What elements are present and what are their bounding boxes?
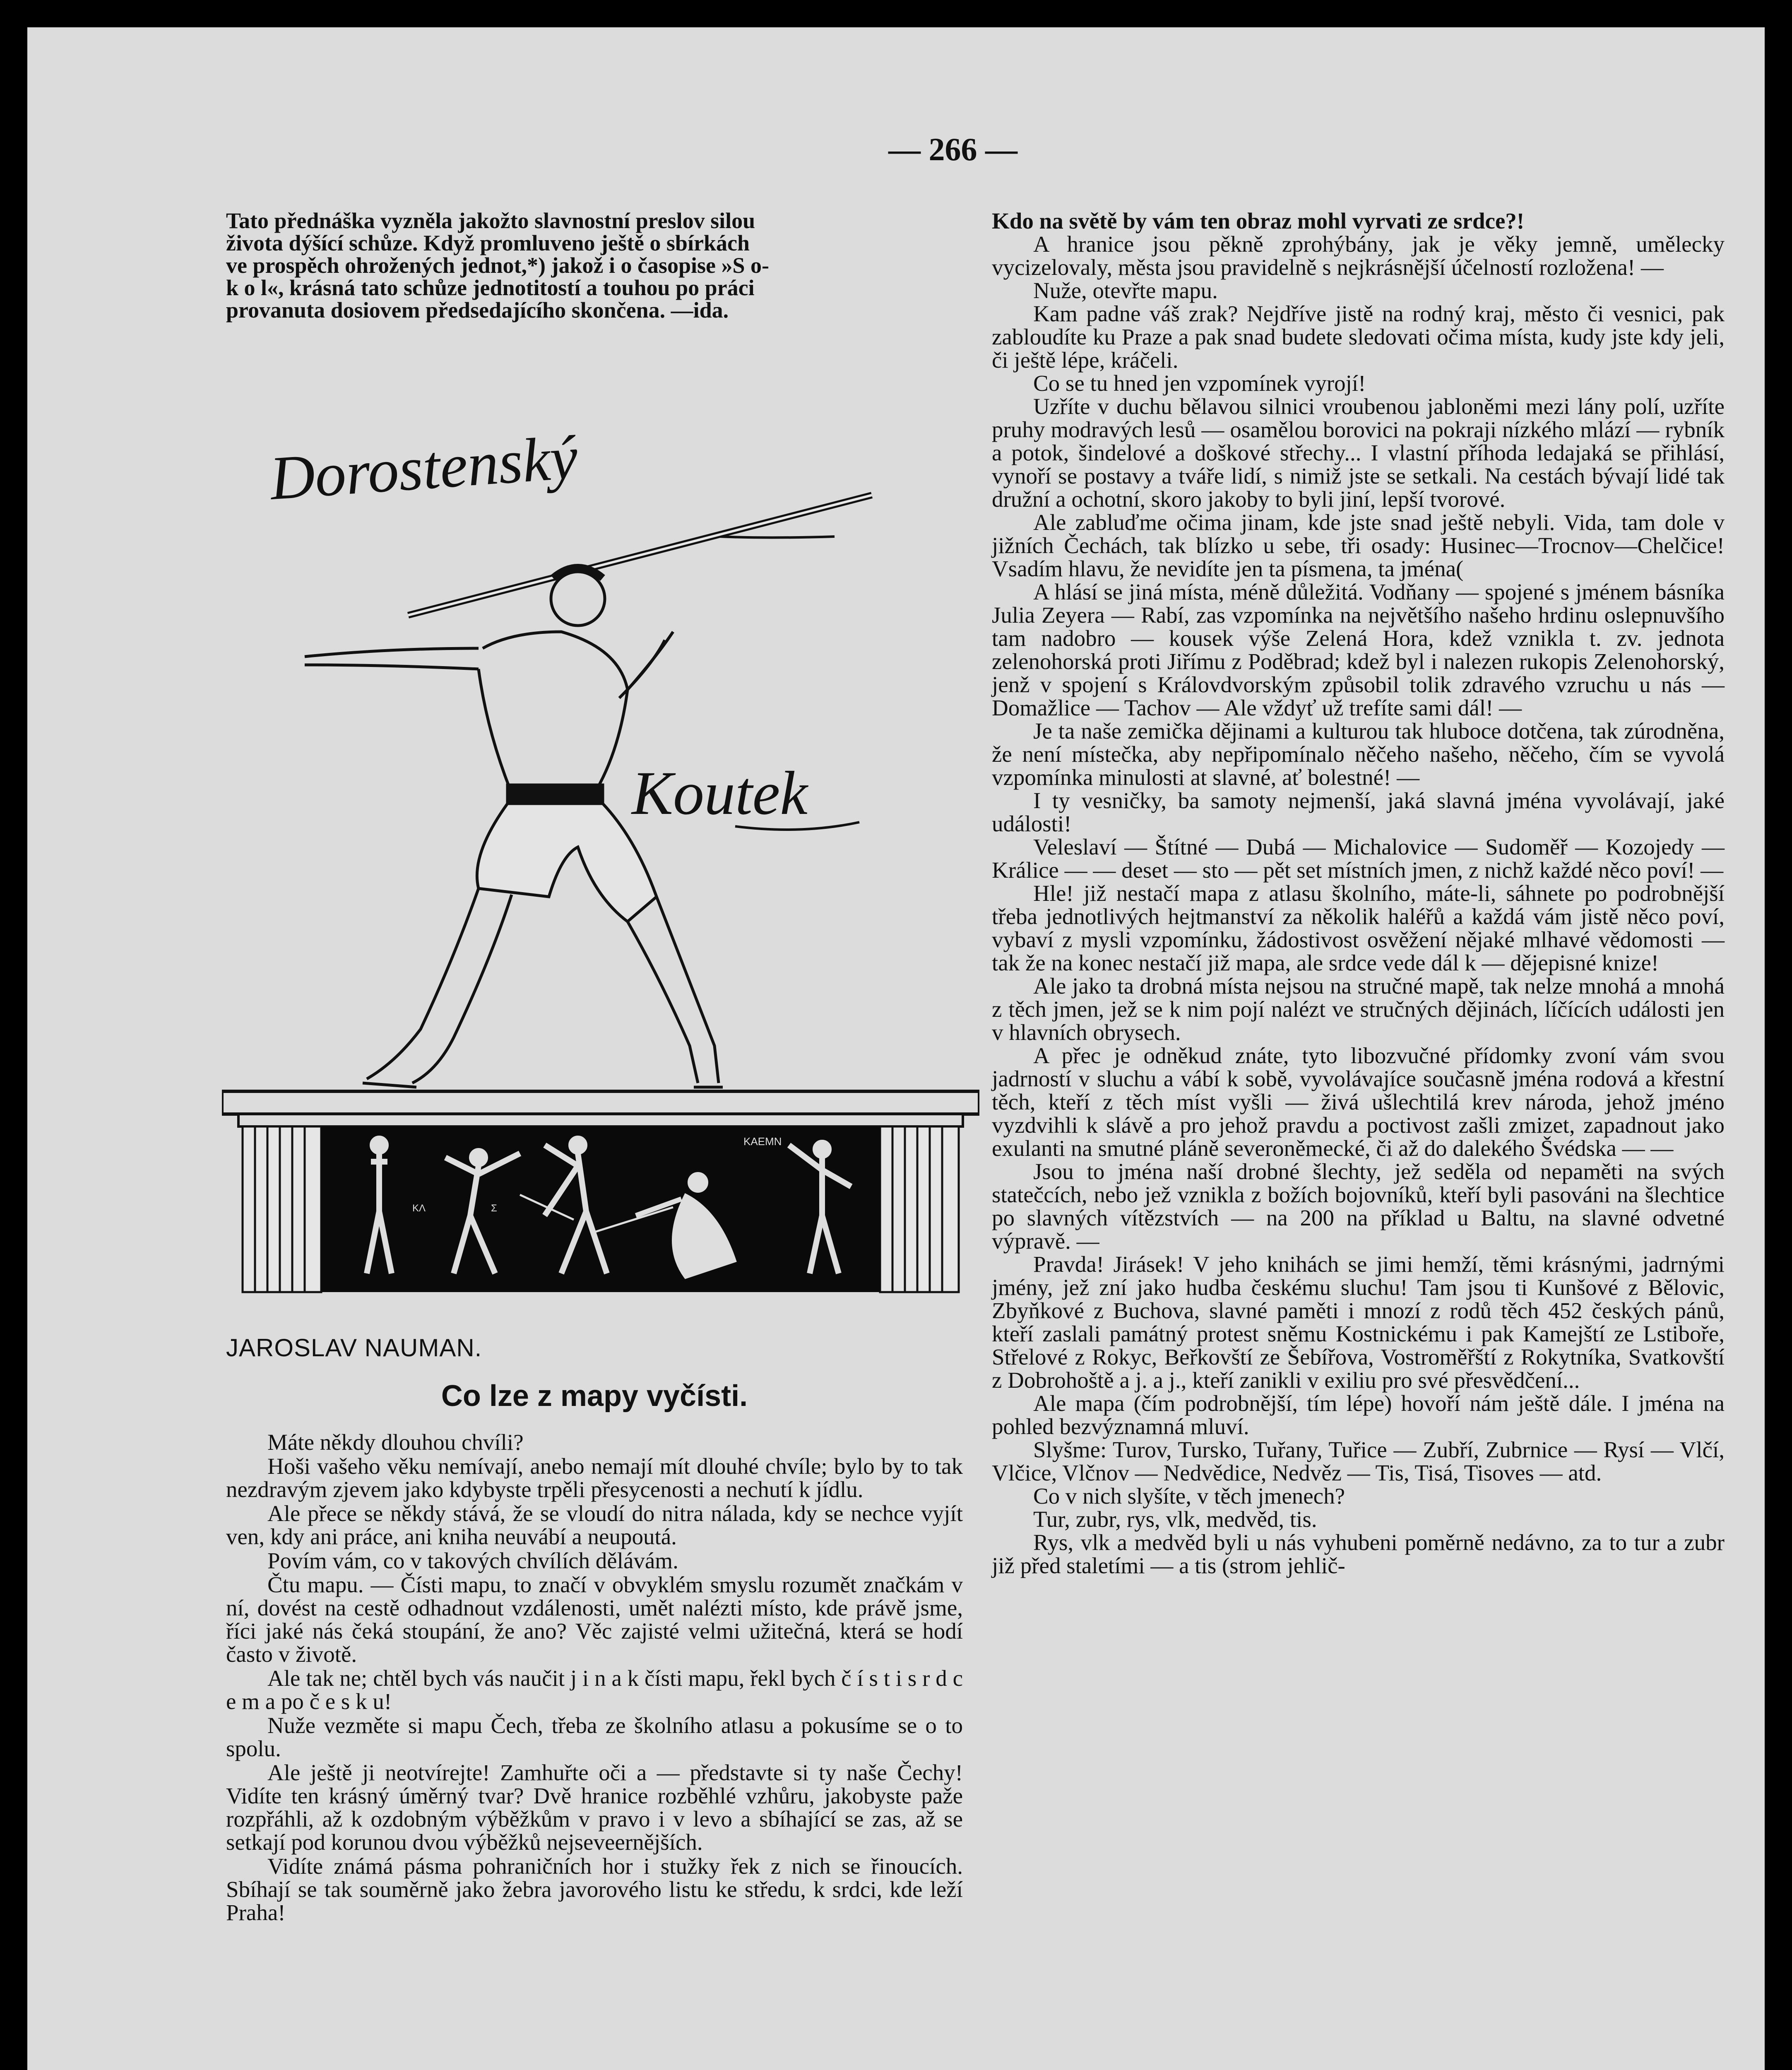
- paragraph: Hle! již nestačí mapa z atlasu školního, máte-li, sáhnete po podrobnější třeba jednotlivých hejtmanství za několik haléřů a každá vám jistě něco poví, vybaví z mysli vzpomínku, žádostivost osvěžení nějaké mlhavé vědomosti — tak že na konec nestačí již mapa, ale srdce vede dál k — dějepisné knize!: [992, 881, 1725, 975]
- paragraph: Slyšme: Turov, Tursko, Tuřany, Tuřice — Zubří, Zubrnice — Rysí — Vlčí, Vlčice, Vlčnov — Nedvědice, Nedvěz — Tis, Tisá, Tisoves — atd.: [992, 1437, 1725, 1485]
- paragraph: Ale tak ne; chtěl bych vás naučit j i n a k čísti mapu, řekl bych č í s t i s r d c e m a po č e s k u!: [226, 1666, 963, 1714]
- paragraph: Nuže, otevřte mapu.: [1033, 278, 1218, 303]
- paragraph: Je ta naše zemička dějinami a kulturou tak hluboce dotčena, tak zúrodněna, že není místečka, aby nepřipomínalo něčeho našeho, něčeho, čím se vyvolá vzpomínka minulosti at slavné, ať bolestné! —: [992, 718, 1725, 790]
- right-column-text: [992, 209, 1725, 1577]
- intro-line: Tato přednáška vyzněla jakožto slavnostní preslov silou: [226, 208, 755, 233]
- heading-koutek: Koutek: [632, 759, 808, 828]
- paragraph: Jsou to jména naší drobné šlechty, jež seděla od nepaměti na svých statečcích, nebo jež vznikla z božích bojovníků, kteří byli pasováni na šlechtice po slavných vítězstvích — na 200 na příklad u Baltu, na slavné odvetné výpravě. —: [992, 1159, 1725, 1254]
- paragraph: A hranice jsou pěkně zprohýbány, jak je věky jemně, umělecky vycizelovaly, města jsou pravidelně s nejkrásnější účelností rozložena! —: [992, 231, 1725, 280]
- heading-dorostensky: Dorostenský: [267, 423, 580, 513]
- intro-line: ve prospěch ohrožených jednot,*) jakož i o časopise »S o-: [226, 253, 769, 278]
- paragraph: A hlásí se jiná místa, méně důležitá. Vodňany — spojené s jménem básníka Julia Zeyera — Rabí, zas vzpomínka na největšího našeho hrdinu oslepnuvšího tam nadobro — kousek výše Zelená Hora, kdež vznikla t. zv. jednota zelenohorská proti Jiřímu z Poděbrad; kdež byl i nalezen rukopis Zelenohorský, jenž v spojení s Královdvorským způsobil tolik zdravého vzruchu u nás — Domažlice — Tachov — Ale vždyť už trefíte sami dál! —: [992, 579, 1725, 720]
- paragraph: Máte někdy dlouhou chvíli?: [267, 1430, 524, 1455]
- paragraph: Ale zabluďme očima jinam, kde jste snad ještě nebyli. Vida, tam dole v jižních Čechách, tak blízko u sebe, tři osady: Husinec—Trocnov—Chelčice! Vsadím hlavu, že nevidíte jen ta písmena, ta jména(: [992, 510, 1725, 581]
- paragraph: I ty vesničky, ba samoty nejmenší, jaká slavná jména vyvolávají, jaké události!: [992, 788, 1725, 836]
- newspaper-page: [27, 27, 1765, 2070]
- paragraph: Hoši vašeho věku nemívají, anebo nemají mít dlouhé chvíle; bylo by to tak nezdravým zjevem jako kdybyste trpěli přesycenosti a nechutí k jídlu.: [226, 1454, 963, 1502]
- paragraph: Co v nich slyšíte, v těch jmenech?: [1033, 1483, 1345, 1509]
- article-title: Co lze z mapy vyčísti.: [441, 1379, 748, 1413]
- article-author: JAROSLAV NAUMAN.: [226, 1334, 482, 1362]
- paragraph: Ale mapa (čím podrobnější, tím lépe) hovoří nám ještě dále. I jména na pohled bezvýznamná mluví.: [992, 1391, 1725, 1439]
- left-column-pillar: [243, 1126, 321, 1292]
- paragraph: A přec je odněkud znáte, tyto libozvučné přídomky zvoní vám svou jadrností v sluchu a vábí k sobě, vyvolávajíce současně jména rodová a křestní těch, kteří z těch míst vyšli — živá ušlechtilá krev národa, jehož jméno vyzdvihli k slávě a pro jehož pravdu a poctivost zašli zmizet, zapadnout jako exulanti na smutné pláně severoněmecké, či až do dalekého Švédska — —: [992, 1043, 1725, 1161]
- paragraph: Uzříte v duchu bělavou silnici vroubenou jabloněmi mezi lány polí, uzříte pruhy modravých lesů — osamělou borovici na pokraji nízkého mlází — rybník a potok, šindelové a doškové střechy... I vlastní příhoda ledajaká se přihlásí, vynoří se postavy a tváře lidí, s nimiž jste se setkali. Na cestách bývají lidé tak družní a ochotní, skoro jakoby to byli jiní, lepší tvorové.: [992, 394, 1725, 512]
- paragraph: Ale jako ta drobná místa nejsou na stručné mapě, tak nelze mnohá a mnohá z těch jmen, jež se k nim pojí nalézt ve stručných dějinách, líčících události jen v hlavních obrysech.: [992, 973, 1725, 1045]
- paragraph: Kam padne váš zrak? Nejdříve jistě na rodný kraj, město či vesnici, pak zabloudíte ku Praze a pak snad budete sledovati očima místa, kudy jste kdy jeli, či ještě lépe, kráčeli.: [992, 301, 1725, 373]
- intro-block: [226, 209, 963, 321]
- paragraph: Rys, vlk a medvěd byli u nás vyhubeni poměrně nedávno, za to tur a zubr již před staletími — a tis (strom jehlič-: [992, 1530, 1725, 1578]
- right-column-pillar: [880, 1126, 959, 1292]
- page-number: — 266 —: [888, 131, 1017, 167]
- intro-line: života dýšící schůze. Když promluveno ještě o sbírkách: [226, 231, 750, 255]
- paragraph: Povím vám, co v takových chvílích dělávám.: [267, 1548, 678, 1573]
- paragraph: Co se tu hned jen vzpomínek vyrojí!: [1033, 371, 1366, 396]
- paragraph: Kdo na světě by vám ten obraz mohl vyrvati ze srdce?!: [992, 208, 1525, 233]
- frieze-inscription: ΚΛ: [412, 1203, 426, 1214]
- paragraph: Ale přece se někdy stává, že se vloudí do nitra nálada, kdy se nechce vyjít ven, kdy ani práce, ani kniha neuvábí a neupoutá.: [226, 1501, 963, 1549]
- frieze-inscription: Σ: [491, 1203, 497, 1214]
- left-column-text: [226, 1431, 963, 1925]
- paragraph: Ale ještě ji neotvírejte! Zamhuřte oči a — představte si ty naše Čechy! Vidíte ten krásný úměrný tvar? Dvě hranice rozběhlé vzhůru, jakobyste paže rozpřáhli, až k ozdobným výběžkům v pravo i v levo a sbíhající se zas, až se setkají pod korunou dvou výběžků nejseveernějších.: [226, 1760, 963, 1855]
- paragraph: Pravda! Jirásek! V jeho knihách se jimi hemží, těmi krásnými, jadrnými jmény, jež zní jako hudba českému sluchu! Tam jsou ti Kunšové z Bělovic, Zbyňkové z Buchova, slavné paměti i mnozí z rodů těch 452 českých pánů, kteří zaslali památný protest sněmu Kostnickému i pak Kamejští ze Lstiboře, Střelové z Rokyc, Beřkovští ze Šebířova, Vostroměřští z Rokytníka, Svatkovští z Dobrohoště a j. a j., kteří zanikli v exiliu pro své přesvědčení...: [992, 1252, 1725, 1393]
- frieze-inscription: ΚΑΕΜΝ: [743, 1135, 782, 1148]
- paragraph: Nuže vezměte si mapu Čech, třeba ze školního atlasu a pokusíme se o to spolu.: [226, 1713, 963, 1761]
- intro-line: k o l«, krásná tato schůze jednotitostí a touhou po práci: [226, 275, 755, 300]
- paragraph: Tur, zubr, rys, vlk, medvěd, tis.: [1033, 1507, 1317, 1532]
- dorostensky-koutek-illustration: [222, 400, 979, 1311]
- paragraph: Veleslaví — Štítné — Dubá — Michalovice — Sudoměř — Kozojedy — Králice — — deset — sto — pět set místních jmen, z nichž každé něco poví! —: [992, 834, 1725, 883]
- intro-line: provanuta dosiovem předsedajícího skončena. —ida.: [226, 298, 729, 323]
- paragraph: Čtu mapu. — Čísti mapu, to značí v obvyklém smyslu rozumět značkám v ní, dovést na cestě odhadnout vzdálenosti, umět nalézti místo, kde právě jsme, říci jaké nás čeká stoupání, že ano? Věc zajisté velmi užitečná, která se hodí často v životě.: [226, 1572, 963, 1667]
- paragraph: Vidíte známá pásma pohraničních hor i stužky řek z nich se řinoucích. Sbíhají se tak souměrně jako žebra javorového listu ke středu, k srdci, kde leží Praha!: [226, 1853, 963, 1925]
